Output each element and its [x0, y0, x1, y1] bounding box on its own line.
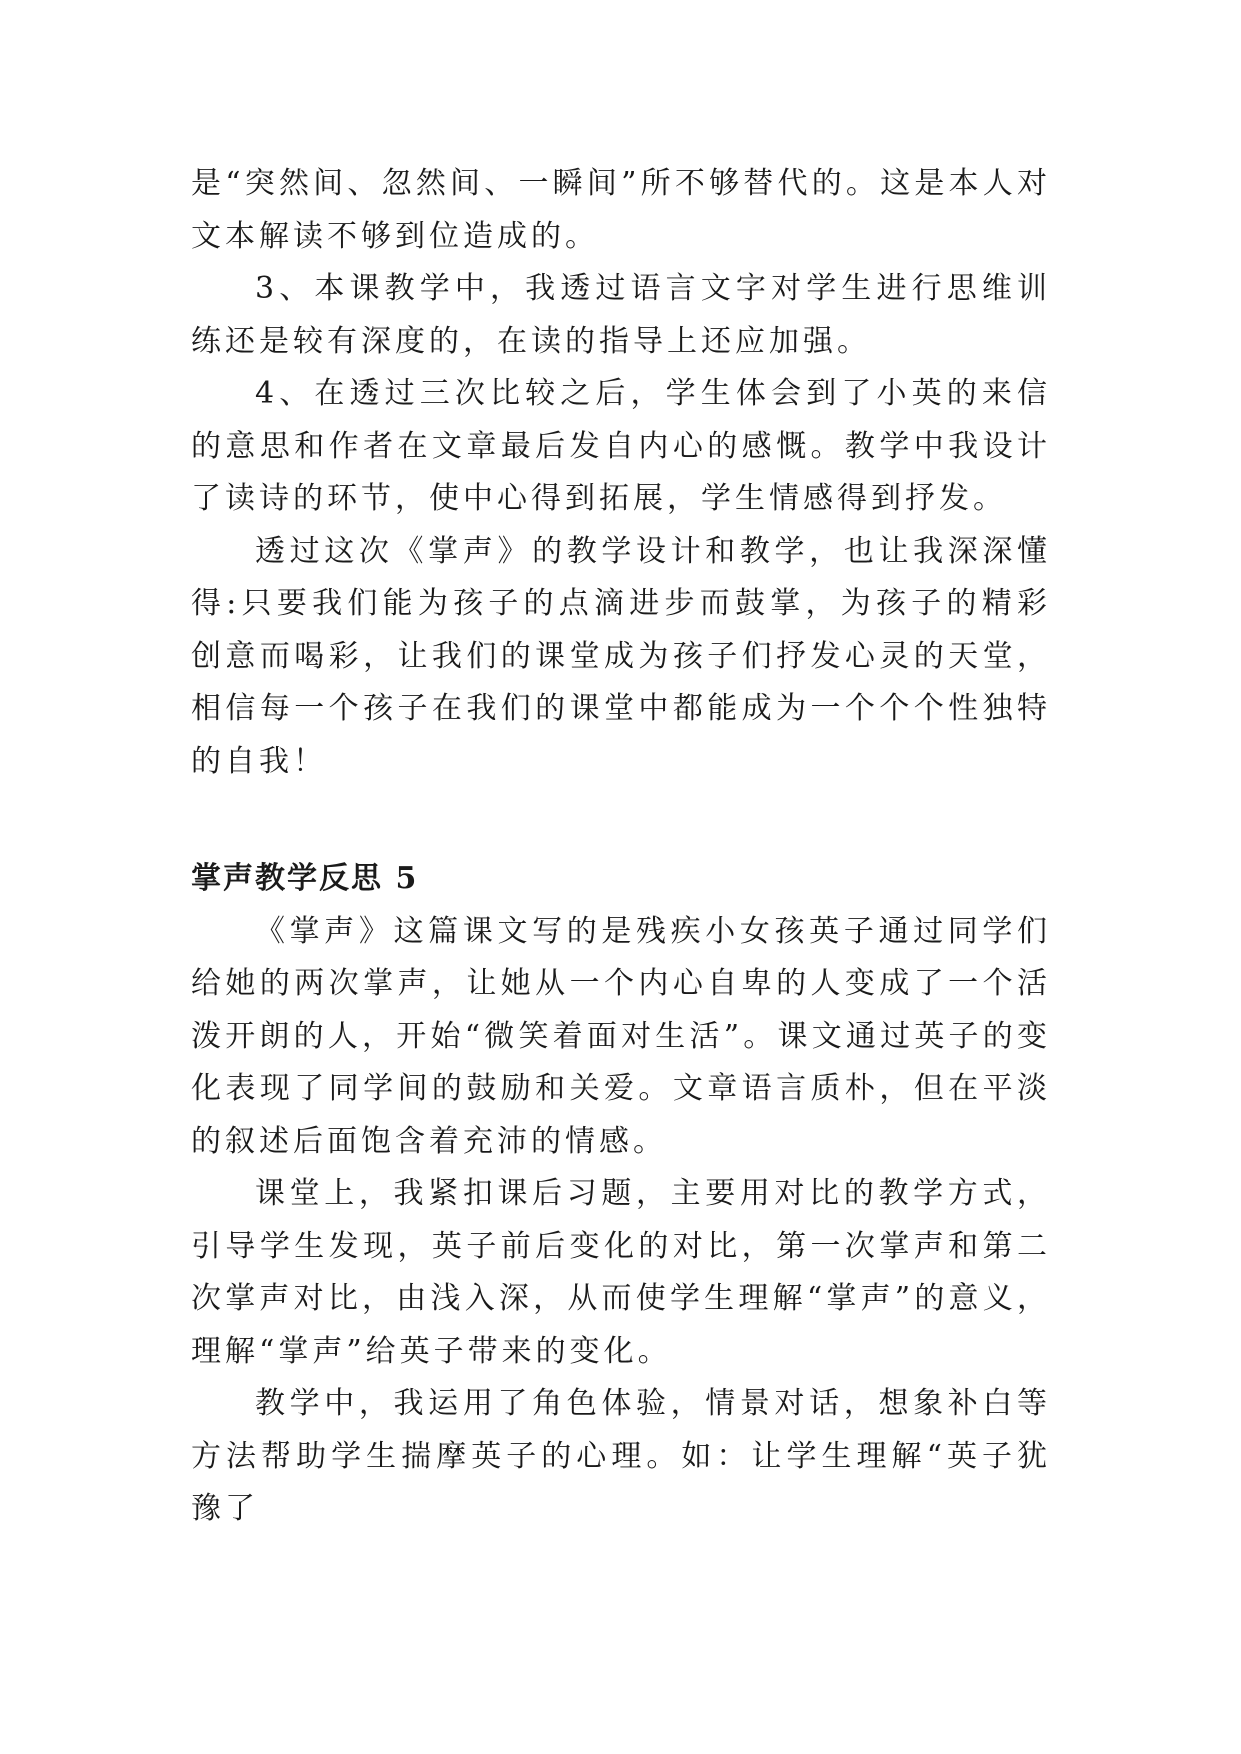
paragraph-classroom: 课堂上，我紧扣课后习题，主要用对比的教学方式，引导学生发现，英子前后变化的对比，第一次掌声和第二次掌声对比，由浅入深，从而使学生理解“掌声”的意义，理解“掌声”给英子带来的变化。 [191, 1176, 1051, 1369]
paragraph-point-3: 3、本课教学中，我透过语言文字对学生进行思维训练还是较有深度的，在读的指导上还应加强。 [191, 271, 1051, 359]
document-body [191, 158, 1051, 1536]
section-title: 掌声教学反思 5 [191, 861, 419, 896]
paragraph-point-4: 4、在透过三次比较之后，学生体会到了小英的来信的意思和作者在文章最后发自内心的感慨。教学中我设计了读诗的环节，使中心得到拓展，学生情感得到抒发。 [191, 376, 1051, 516]
paragraph-conclusion: 透过这次《掌声》的教学设计和教学，也让我深深懂得:只要我们能为孩子的点滴进步而鼓掌，为孩子的精彩创意而喝彩，让我们的课堂成为孩子们抒发心灵的天堂，相信每一个孩子在我们的课堂中都能成为一个个个性独特的自我！ [191, 533, 1051, 779]
paragraph-intro: 《掌声》这篇课文写的是残疾小女孩英子通过同学们给她的两次掌声，让她从一个内心自卑的人变成了一个活泼开朗的人，开始“微笑着面对生活”。课文通过英子的变化表现了同学间的鼓励和关爱。文章语言质朴，但在平淡的叙述后面饱含着充沛的情感。 [191, 913, 1051, 1159]
paragraph-continuation: 是“突然间、忽然间、一瞬间”所不够替代的。这是本人对文本解读不够到位造成的。 [191, 166, 1051, 254]
paragraph-teaching-methods: 教学中，我运用了角色体验，情景对话，想象补白等方法帮助学生揣摩英子的心理。如：让学生理解“英子犹豫了 [191, 1386, 1051, 1526]
